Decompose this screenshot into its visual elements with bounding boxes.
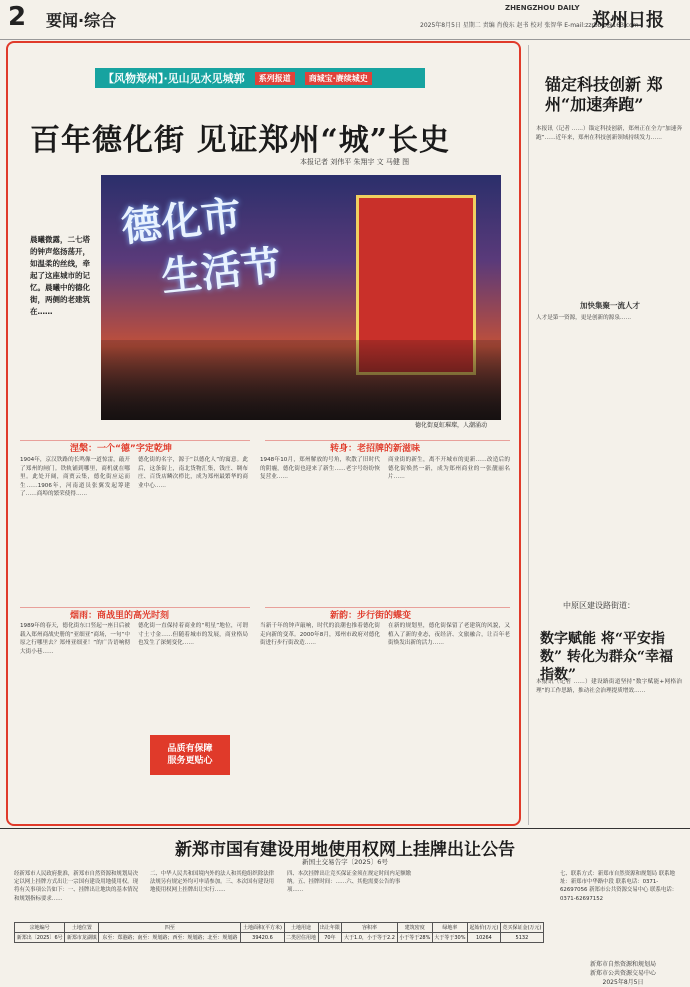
right-subhead: 加快集聚一流人才 <box>580 301 640 310</box>
table-header: 四至 <box>99 923 241 933</box>
table-header: 容积率 <box>342 923 397 933</box>
photo-sign-line1: 德化市 <box>119 191 244 252</box>
column-divider <box>528 45 529 825</box>
table-header: 绿地率 <box>432 923 467 933</box>
feature-column-4: 商业街的新生，离不开城市的更新……改造后的德化街焕然一新，成为郑州商业的一张靓丽名片…… <box>388 457 510 481</box>
ad-line-1: 品质有保障 <box>167 744 213 754</box>
table-cell: 39420.6 <box>241 933 284 943</box>
masthead <box>0 0 690 40</box>
signature-line-1: 新郑市自然资源和规划局 <box>590 961 657 968</box>
series-banner <box>95 68 425 88</box>
feature-column-7: 当新千年的钟声敲响，时代的浪潮也推着德化街走向新的变革。2000年8月，郑州市政府对德化街进行步行街改造…… <box>260 623 380 647</box>
table-cell: 大于等于30% <box>432 933 467 943</box>
table-header: 土地用途 <box>284 923 318 933</box>
photo-caption: 德化街夏虹璀璨，人潮涌动 <box>415 422 488 429</box>
table-cell: 小于等于28% <box>397 933 432 943</box>
table-cell: 新郑市龙湖镇 <box>65 933 99 943</box>
table-header: 起始价(万元) <box>467 923 500 933</box>
bottom-divider <box>0 828 690 829</box>
table-cell: 5132 <box>500 933 543 943</box>
table-header: 竞买保证金(万元) <box>500 923 543 933</box>
paper-logo: 郑州日报 <box>592 10 664 31</box>
ad-line-2: 服务更贴心 <box>167 756 213 766</box>
announcement-text-1: 经新郑市人民政府批准，新郑市自然资源和规划局决定以网上挂牌方式出让一宗国有建设用地使用权。现将有关事项公告如下：一、挂牌出让地块的基本情况和规划指标要求…… <box>14 871 138 902</box>
signature-line-2: 新郑市公共资源交易中心 <box>590 970 657 977</box>
feature-column-8: 在新的规划里，德化街保留了老建筑的风貌，又植入了新的业态，夜经济、文旅融合，让百年老街焕发出新的活力…… <box>388 623 510 647</box>
right-kicker: 中原区建设路街道： <box>563 601 635 610</box>
announcement-text-4: 七、联系方式：新郑市自然资源和规划局 联系地址：新郑市中华路中段 联系电话：0371-62697056 新郑市公共资源交易中心 联系电话：0371-62697152 <box>560 871 678 902</box>
feature-column-5: 1989年的春天，德化街东口竖起一座日后被载入郑州商战史册的“亚细亚”商场，一句“中原之行哪里去？郑州亚细亚！”的广告语响彻大街小巷…… <box>20 623 130 655</box>
table-header: 宗地编号 <box>15 923 65 933</box>
right-article-1-text-2: 人才是第一资源，更是创新的源泉…… <box>536 315 632 321</box>
photo-crowd <box>101 340 501 420</box>
announcement-text-3: 四、本次挂牌出让竞买保证金须在规定时间内足额缴纳。五、挂牌时间：……六、其他需要公告的事项…… <box>287 871 411 894</box>
feature-column-3: 1948年10月，郑州解放的号角，吹散了旧时代的阴霾，德化街也迎来了新生……老字号纷纷恢复营业…… <box>260 457 380 481</box>
announcement-signature <box>590 960 656 987</box>
dateline: 2025年8月5日 星期二 责编 肖俊东 赵书 校对 张智华 E-mail:zzrbbjc@163.com <box>420 22 639 29</box>
table-header: 土地面积(平方米) <box>241 923 284 933</box>
right-headline-1: 锚定科技创新 郑州“加速奔跑” <box>545 75 663 114</box>
subhead-4: 新韵：步行街的蝶变 <box>330 611 412 621</box>
feature-column-6: 德化街一直保持着商业的“明星”地位，可谓寸土寸金……但随着城市的发展，商业格局也发生了深刻变化…… <box>138 623 248 647</box>
table-cell: 东至：郑港路；南至：规划路；西至：规划路；北至：规划路 <box>99 933 241 943</box>
right-headline-2: 数字赋能 将“平安指数” 转化为群众“幸福指数” <box>540 631 673 683</box>
announcement-title: 新郑市国有建设用地使用权网上挂牌出让公告 <box>175 840 515 860</box>
right-article-1-text: 本报讯（记者 ……）锚定科技创新，郑州正在全力“加速奔跑”……近年来，郑州在科技创新领域持续发力…… <box>536 126 682 141</box>
table-cell: 二类居住用地 <box>284 933 318 943</box>
section-name: 要闻·综合 <box>46 11 117 30</box>
table-header: 建筑密度 <box>397 923 432 933</box>
announcement-text-2: 二、中华人民共和国境内外的法人和其他组织除法律法规另有规定外均可申请参加。三、本次国有建设用地使用权网上挂牌出让实行…… <box>150 871 274 894</box>
feature-byline: 本报记者 刘伟平 朱翔宇 文 马健 图 <box>300 158 410 166</box>
feature-column-1: 1904年，京汉铁路的长鸣像一道惊雷，敲开了郑州的闸门。铁轨铺到哪里，商机就在哪里。此处开阔，商贾云集，德化街应运而生……1906年，河南道员张翼发起筹建了……商埠的繁荣使得…… <box>20 457 130 498</box>
feature-headline: 百年德化街 见证郑州“城”长史 <box>30 123 450 158</box>
table-cell: 70年 <box>318 933 342 943</box>
signature-date: 2025年8月5日 <box>602 979 644 986</box>
table-cell: 大于1.0，小于等于2.2 <box>342 933 397 943</box>
photo-sign-line2: 生活节 <box>159 241 284 302</box>
feature-column-2: 德化街的名字，源于“以德化人”的寓意。此后，这条街上，南北货物汇集，钱庄、绸布庄、百货店鳞次栉比，成为郑州最繁华的商业中心…… <box>138 457 248 489</box>
table-row <box>15 933 544 943</box>
banner-title: 【风物郑州】·见山见水见城郭 <box>103 72 245 85</box>
banner-tag: 商城宝·赓续城史 <box>305 72 372 85</box>
table-header: 出让年限 <box>318 923 342 933</box>
table-header: 土地位置 <box>65 923 99 933</box>
table-header-row <box>15 923 544 933</box>
page-number: 2 <box>8 2 27 32</box>
auction-table <box>14 922 544 943</box>
subhead-1: 涅槃：一个“德”字定乾坤 <box>70 444 172 454</box>
table-cell: 新郑出〔2025〕6号 <box>15 933 65 943</box>
right-article-2-text: 本报讯（记者 ……）建设路街道坚持“数字赋能+网格治理”的工作思路，推动社会治理提质增效…… <box>536 679 682 694</box>
paper-name-english: ZHENGZHOU DAILY <box>505 4 580 12</box>
subhead-3: 烟雨：商战里的高光时刻 <box>70 611 170 621</box>
street-photo <box>101 175 501 420</box>
subhead-2: 转身：老招牌的新滋味 <box>330 444 421 454</box>
advertisement <box>150 735 230 775</box>
table-cell: 10264 <box>467 933 500 943</box>
announcement-subtitle: 新国土交易告字〔2025〕6号 <box>302 858 388 866</box>
banner-tag: 系列报道 <box>255 72 295 85</box>
feature-intro: 晨曦微露，二七塔的钟声悠扬荡开，如温柔的丝线，牵起了这座城市的记忆。晨曦中的德化街，两侧的老建筑在…… <box>30 235 90 316</box>
